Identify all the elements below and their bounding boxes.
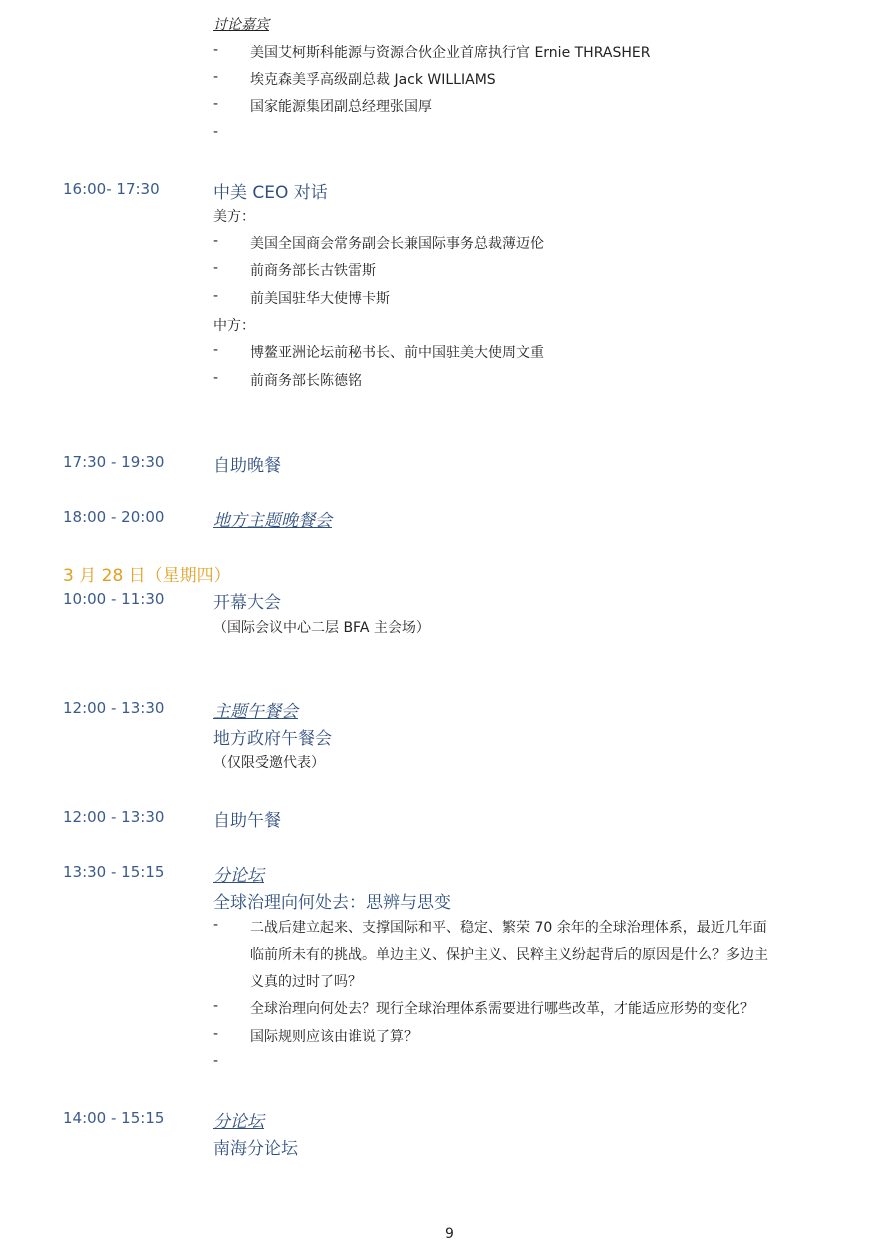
bullet-dash: -	[213, 370, 219, 386]
session-title-link[interactable]: 地方主题晚餐会	[213, 511, 332, 531]
session-time: 18:00 - 20:00	[63, 508, 165, 526]
session-time: 10:00 - 11:30	[63, 590, 165, 608]
session-time: 17:30 - 19:30	[63, 453, 165, 471]
question-line: 二战后建立起来、支撑国际和平、稳定、繁荣 70 余年的全球治理体系，最近几年面	[250, 920, 767, 936]
guest-item: 埃克森美孚高级副总裁 Jack WILLIAMS	[250, 72, 496, 88]
speaker-item: 博鳌亚洲论坛前秘书长、前中国驻美大使周文重	[250, 345, 544, 361]
session-time: 16:00- 17:30	[63, 180, 160, 198]
bullet-dash: -	[213, 42, 219, 58]
session-title-link[interactable]: 分论坛	[213, 1112, 264, 1132]
question-line: 全球治理向何处去？现行全球治理体系需要进行哪些改革，才能适应形势的变化？	[250, 1001, 754, 1017]
session-time: 12:00 - 13:30	[63, 699, 165, 717]
question-line: 临前所未有的挑战。单边主义、保护主义、民粹主义纷起背后的原因是什么？多边主	[250, 947, 768, 963]
session-time: 13:30 - 15:15	[63, 863, 165, 881]
speaker-item: 前商务部长陈德铭	[250, 373, 362, 389]
session-subtitle: 地方政府午餐会	[213, 729, 332, 749]
speaker-item: 前美国驻华大使博卡斯	[250, 291, 390, 307]
guest-item: 美国艾柯斯科能源与资源合伙企业首席执行官 Ernie THRASHER	[250, 45, 651, 61]
guests-label: 讨论嘉宾	[213, 17, 269, 33]
bullet-dash: -	[213, 124, 219, 140]
page-number: 9	[445, 1226, 454, 1242]
day-header: 3 月 28 日（星期四）	[63, 566, 231, 586]
bullet-dash: -	[213, 69, 219, 85]
bullet-dash: -	[213, 288, 219, 304]
session-note: （国际会议中心二层 BFA 主会场）	[213, 620, 430, 636]
session-time: 14:00 - 15:15	[63, 1109, 165, 1127]
session-title: 中美 CEO 对话	[213, 183, 328, 203]
cn-side-label: 中方：	[213, 318, 255, 334]
bullet-dash: -	[213, 1026, 219, 1042]
session-title-link[interactable]: 主题午餐会	[213, 702, 298, 722]
guest-item: 国家能源集团副总经理张国厚	[250, 99, 432, 115]
bullet-dash: -	[213, 998, 219, 1014]
bullet-dash: -	[213, 260, 219, 276]
session-title: 自助晚餐	[213, 456, 281, 476]
bullet-dash: -	[213, 342, 219, 358]
session-title-link[interactable]: 分论坛	[213, 866, 264, 886]
session-time: 12:00 - 13:30	[63, 808, 165, 826]
speaker-item: 前商务部长古铁雷斯	[250, 263, 376, 279]
session-title: 开幕大会	[213, 593, 281, 613]
session-subtitle: 南海分论坛	[213, 1139, 298, 1159]
us-side-label: 美方：	[213, 209, 255, 225]
bullet-dash: -	[213, 1053, 219, 1069]
session-subtitle: 全球治理向何处去：思辨与思变	[213, 893, 451, 913]
session-note: （仅限受邀代表）	[213, 755, 325, 771]
question-line: 义真的过时了吗？	[250, 974, 362, 990]
question-line: 国际规则应该由谁说了算？	[250, 1029, 418, 1045]
bullet-dash: -	[213, 96, 219, 112]
bullet-dash: -	[213, 233, 219, 249]
speaker-item: 美国全国商会常务副会长兼国际事务总裁薄迈伦	[250, 236, 544, 252]
bullet-dash: -	[213, 917, 219, 933]
session-title: 自助午餐	[213, 811, 281, 831]
